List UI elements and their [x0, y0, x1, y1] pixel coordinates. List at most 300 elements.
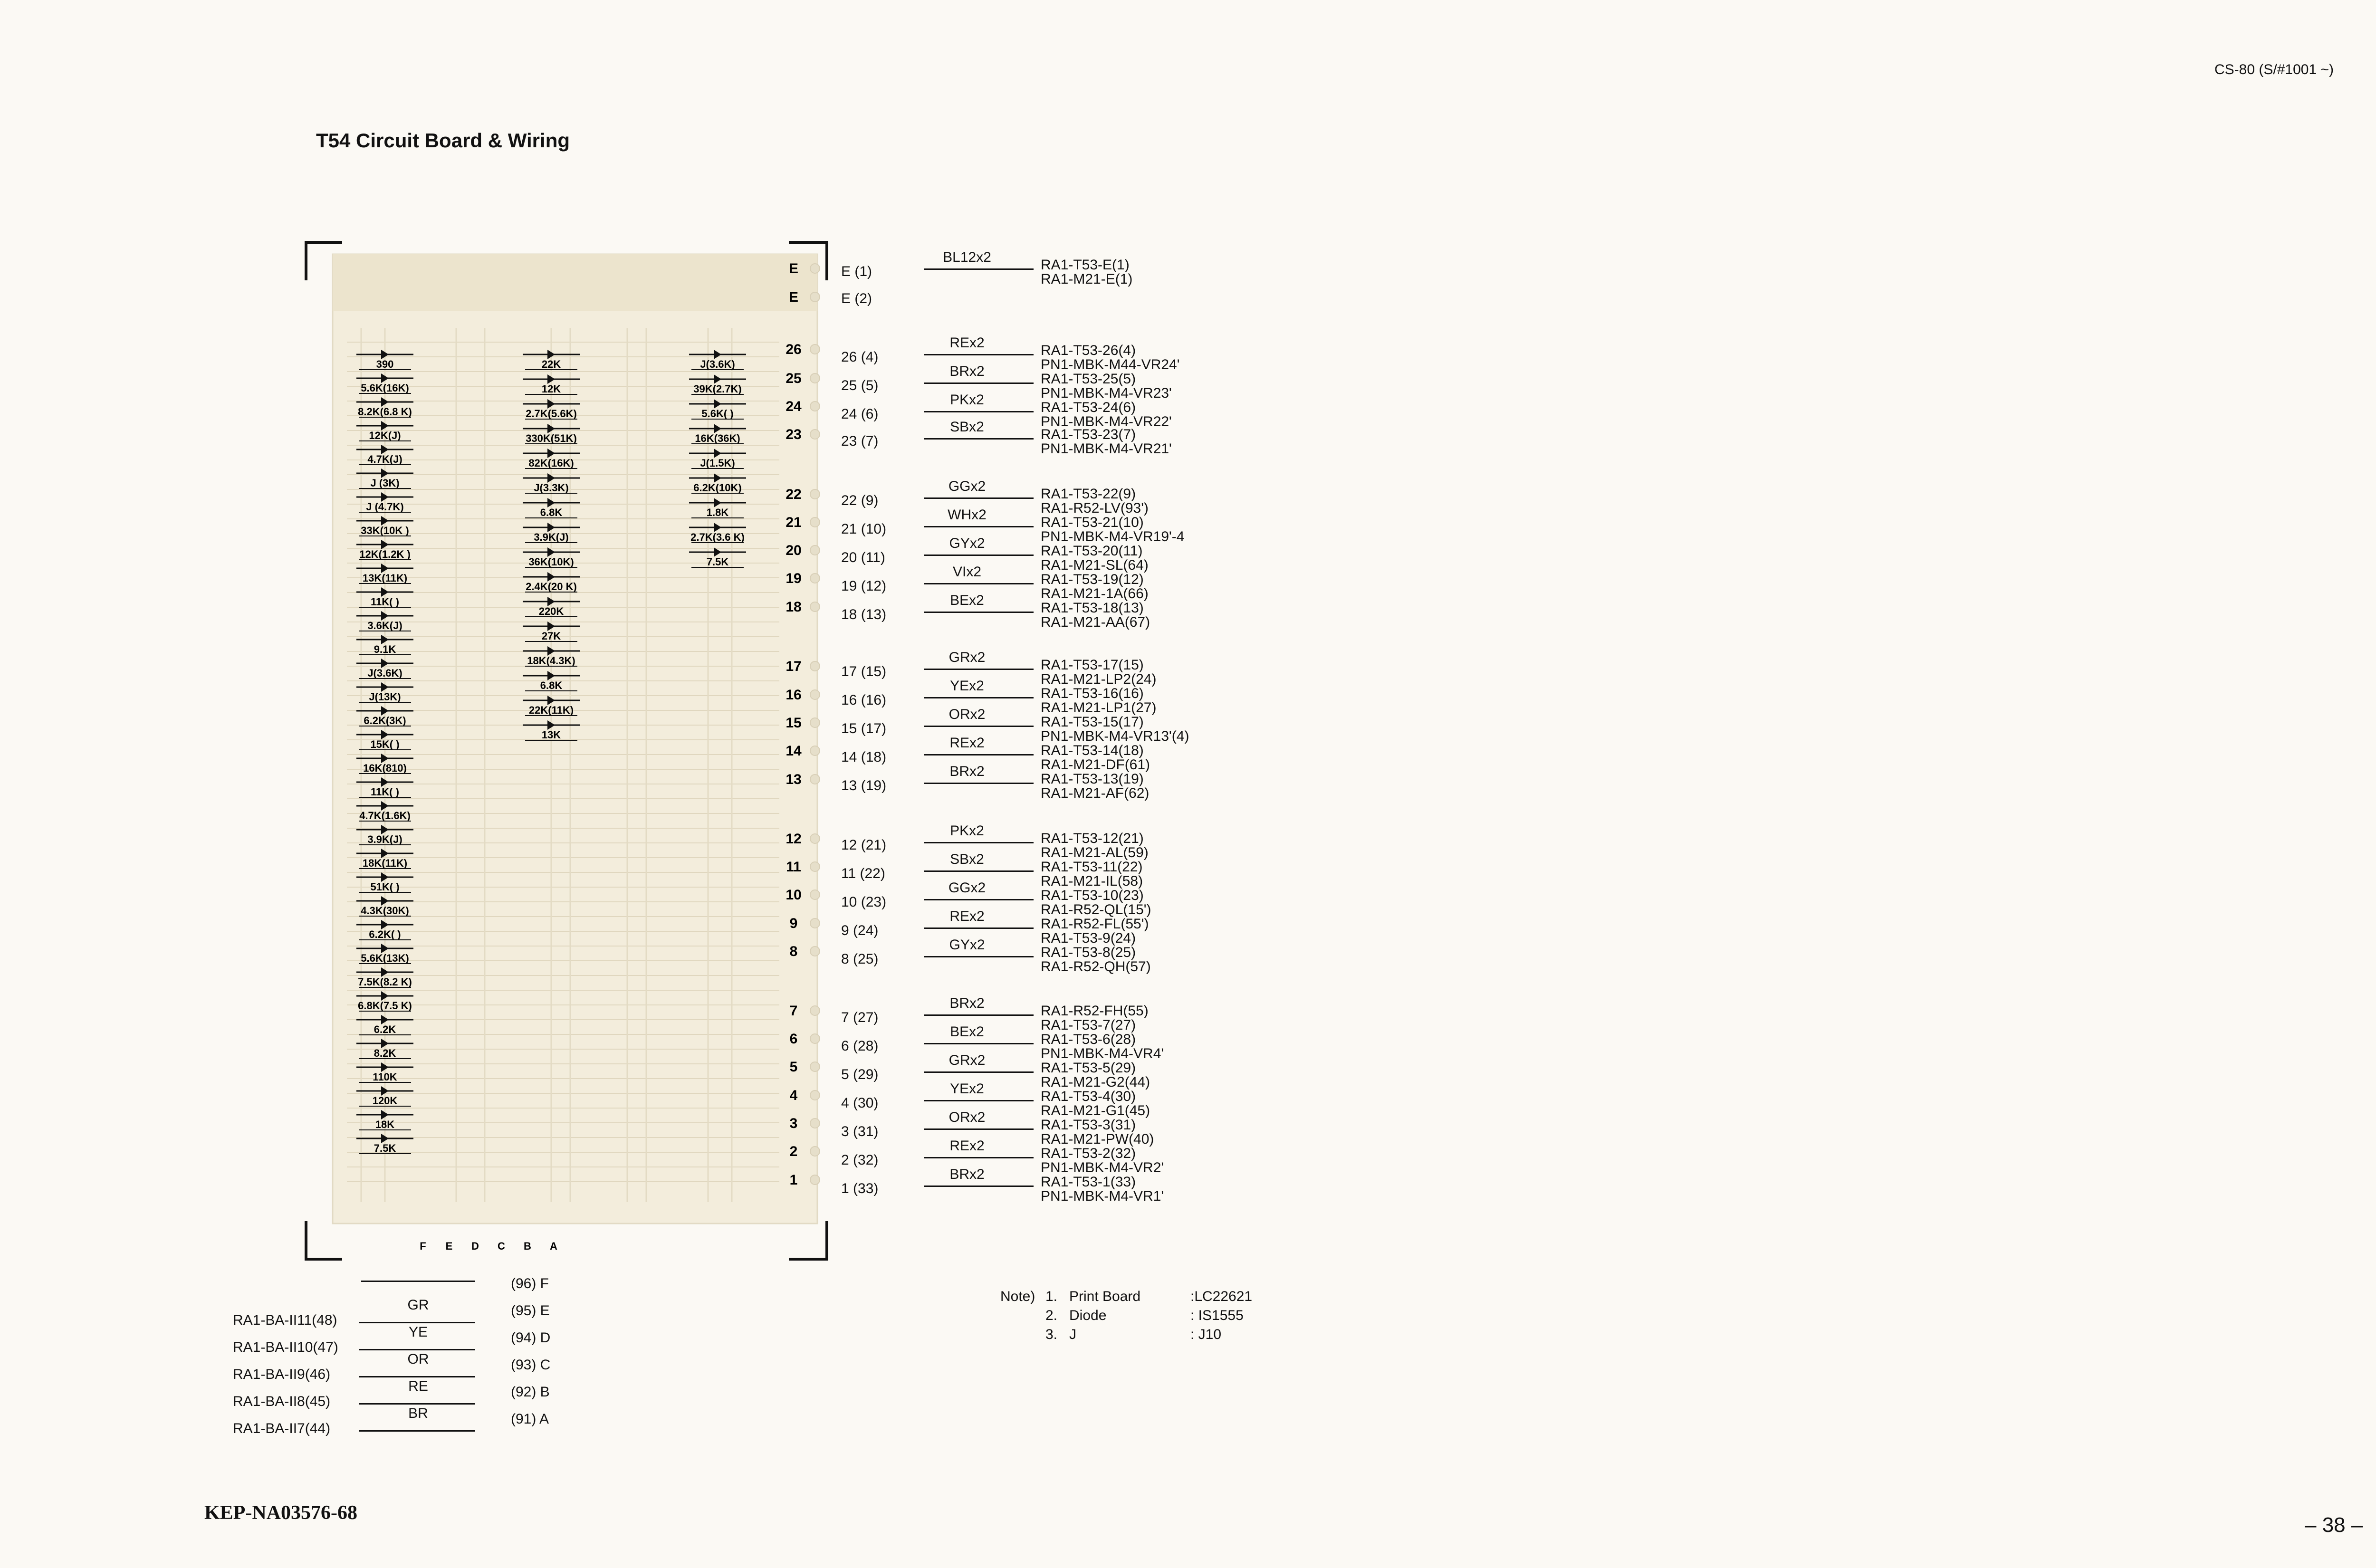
- wire-line: [924, 526, 1034, 527]
- destination-text: PN1-MBK-M44-VR24': [1041, 357, 1180, 373]
- destination-text: RA1-T53-16(16): [1041, 686, 1144, 701]
- wire-line: [359, 1349, 475, 1350]
- wire-color-label: GRx2: [948, 650, 986, 665]
- svg-text:82K(16K): 82K(16K): [528, 457, 574, 469]
- bottom-pad-label: C: [498, 1240, 505, 1252]
- wire-color-label: SBx2: [950, 851, 984, 867]
- svg-text:3.6K(J): 3.6K(J): [367, 620, 402, 631]
- svg-text:J(13K): J(13K): [369, 691, 401, 703]
- wire-destination: [1041, 889, 1151, 917]
- wire-line: [924, 754, 1034, 755]
- wire-color-label: BR: [408, 1405, 428, 1421]
- edge-pin: [810, 489, 820, 499]
- wire-color-label: REx2: [949, 1138, 985, 1154]
- edge-pin-label: 20: [786, 543, 802, 558]
- model-header: CS-80 (S/#1001 ~): [2214, 62, 2334, 77]
- terminal-label: (93) C: [511, 1357, 551, 1373]
- destination-text: PN1-MBK-M4-VR22': [1041, 414, 1172, 430]
- terminal-label: 25 (5): [841, 378, 879, 393]
- wire-color-label: VIx2: [952, 564, 982, 580]
- edge-pin-label: 14: [786, 743, 802, 759]
- wire-color-label: BRx2: [949, 1166, 985, 1182]
- svg-text:16K(810): 16K(810): [363, 762, 407, 774]
- note-name: Diode: [1069, 1308, 1107, 1323]
- destination-text: RA1-M21-LP1(27): [1041, 700, 1157, 716]
- destination-text: RA1-T53-13(19): [1041, 771, 1144, 787]
- destination-text: RA1-T53-10(23): [1041, 888, 1144, 903]
- terminal-label: (91) A: [511, 1411, 549, 1427]
- svg-text:18K: 18K: [375, 1119, 395, 1130]
- source-label: RA1-BA-II10(47): [233, 1339, 338, 1355]
- destination-text: PN1-MBK-M4-VR4': [1041, 1046, 1164, 1061]
- wire-destination: [1041, 1033, 1164, 1061]
- terminal-label: 11 (22): [841, 866, 885, 881]
- wire-color-label: GYx2: [949, 535, 985, 551]
- wire-destination: [1041, 573, 1149, 601]
- edge-pin: [810, 834, 820, 843]
- svg-text:7.5K: 7.5K: [706, 556, 729, 568]
- source-label: RA1-BA-II7(44): [233, 1421, 331, 1436]
- terminal-label: 10 (23): [841, 894, 887, 910]
- note-name: J: [1069, 1327, 1076, 1342]
- svg-text:36K(10K): 36K(10K): [528, 556, 574, 568]
- terminal-label: (96) F: [511, 1276, 549, 1291]
- svg-text:6.2K( ): 6.2K( ): [369, 928, 401, 940]
- svg-text:110K: 110K: [373, 1071, 397, 1083]
- wire-color-label: YEx2: [950, 1081, 984, 1097]
- edge-pin: [810, 292, 820, 302]
- destination-text: PN1-MBK-M4-VR1': [1041, 1188, 1164, 1204]
- wire-destination: [1041, 1175, 1164, 1204]
- destination-text: RA1-T53-20(11): [1041, 543, 1143, 559]
- svg-text:13K(11K): 13K(11K): [362, 572, 408, 584]
- note-value: :LC22621: [1190, 1289, 1253, 1304]
- edge-pin-label: 3: [789, 1116, 798, 1131]
- edge-pin-label: 2: [789, 1144, 798, 1159]
- svg-text:6.8K(7.5 K): 6.8K(7.5 K): [358, 1000, 412, 1012]
- wire-destination: [1041, 1118, 1154, 1147]
- svg-text:390: 390: [376, 358, 394, 370]
- wire-color-label: BRx2: [949, 764, 985, 779]
- wire-line: [924, 842, 1034, 843]
- edge-pin: [810, 947, 820, 956]
- svg-text:18K(11K): 18K(11K): [362, 857, 408, 869]
- wire-line: [359, 1430, 475, 1432]
- svg-text:6.8K: 6.8K: [540, 679, 563, 691]
- svg-text:4.7K(1.6K): 4.7K(1.6K): [359, 810, 411, 822]
- terminal-label: 19 (12): [841, 578, 887, 594]
- terminal-label: 15 (17): [841, 721, 887, 736]
- wire-line: [924, 697, 1034, 698]
- wire-line: [924, 555, 1034, 556]
- wire-destination: [1041, 1004, 1149, 1033]
- destination-text: RA1-T53-5(29): [1041, 1060, 1136, 1076]
- wire-color-label: BEx2: [950, 1024, 984, 1040]
- source-label: RA1-BA-II9(46): [233, 1367, 331, 1382]
- destination-text: RA1-T53-6(28): [1041, 1032, 1136, 1047]
- destination-text: RA1-T53-4(30): [1041, 1089, 1136, 1104]
- edge-pin: [810, 430, 820, 439]
- svg-text:120K: 120K: [372, 1095, 398, 1107]
- svg-text:13K: 13K: [541, 729, 561, 741]
- terminal-label: E (1): [841, 264, 872, 279]
- destination-text: RA1-T53-12(21): [1041, 831, 1144, 846]
- edge-pin-label: 18: [786, 599, 802, 615]
- edge-pin: [810, 602, 820, 612]
- wire-line: [924, 870, 1034, 872]
- svg-text:22K: 22K: [541, 358, 561, 370]
- destination-text: RA1-T53-18(13): [1041, 600, 1144, 616]
- terminal-label: 2 (32): [841, 1152, 879, 1168]
- terminal-label: 14 (18): [841, 749, 887, 765]
- destination-text: RA1-R52-FH(55): [1041, 1003, 1149, 1019]
- svg-text:5.6K( ): 5.6K( ): [701, 408, 734, 420]
- wire-color-label: GGx2: [948, 880, 986, 896]
- edge-pin: [810, 517, 820, 527]
- note-number: 3.: [1045, 1327, 1058, 1342]
- edge-pin-label: 19: [786, 571, 802, 586]
- terminal-label: 4 (30): [841, 1095, 879, 1111]
- terminal-label: 17 (15): [841, 664, 887, 679]
- wire-line: [924, 1014, 1034, 1016]
- svg-text:J (4.7K): J (4.7K): [366, 501, 404, 513]
- wire-line: [924, 1043, 1034, 1044]
- destination-text: PN1-MBK-M4-VR21': [1041, 441, 1172, 457]
- destination-text: PN1-MBK-M4-VR2': [1041, 1160, 1164, 1176]
- destination-text: RA1-R52-LV(93'): [1041, 500, 1149, 516]
- terminal-label: 18 (13): [841, 607, 887, 622]
- svg-text:12K(1.2K ): 12K(1.2K ): [359, 548, 411, 560]
- terminal-label: 8 (25): [841, 951, 879, 967]
- edge-pin: [810, 545, 820, 555]
- edge-pin: [810, 373, 820, 383]
- wire-destination: [1041, 428, 1172, 456]
- wire-line: [924, 726, 1034, 727]
- wire-line: [924, 1100, 1034, 1101]
- destination-text: RA1-T53-E(1): [1041, 257, 1130, 273]
- bottom-pad-label: F: [420, 1240, 426, 1252]
- edge-pin-label: 10: [786, 887, 802, 903]
- svg-text:11K( ): 11K( ): [371, 596, 399, 608]
- edge-pin-label: E: [788, 289, 799, 305]
- svg-text:J(3.6K): J(3.6K): [700, 358, 735, 370]
- svg-text:5.6K(16K): 5.6K(16K): [361, 382, 409, 394]
- wire-line: [924, 956, 1034, 957]
- edge-pin-label: 6: [789, 1031, 798, 1047]
- svg-text:330K(51K): 330K(51K): [526, 432, 577, 444]
- svg-text:8.2K: 8.2K: [374, 1047, 396, 1059]
- svg-text:4.3K(30K): 4.3K(30K): [361, 905, 409, 917]
- edge-pin: [810, 1147, 820, 1156]
- svg-text:4.7K(J): 4.7K(J): [367, 453, 402, 465]
- terminal-label: E (2): [841, 291, 872, 306]
- note-value: : J10: [1190, 1327, 1222, 1342]
- destination-text: RA1-T53-1(33): [1041, 1174, 1136, 1190]
- svg-text:J(1.5K): J(1.5K): [700, 457, 735, 469]
- edge-pin: [810, 918, 820, 928]
- wire-destination: [1041, 544, 1149, 573]
- destination-text: RA1-M21-G1(45): [1041, 1103, 1150, 1119]
- bottom-pad-label: A: [550, 1240, 557, 1252]
- wire-color-label: GRx2: [948, 1052, 986, 1068]
- svg-text:51K( ): 51K( ): [370, 881, 400, 893]
- svg-text:6.8K: 6.8K: [540, 507, 563, 518]
- edge-pin: [810, 1090, 820, 1100]
- note-value: : IS1555: [1190, 1308, 1244, 1323]
- circuit-board: [304, 233, 846, 1269]
- edge-pin-label: 23: [786, 427, 802, 442]
- wire-line: [924, 1186, 1034, 1187]
- terminal-label: 22 (9): [841, 493, 879, 508]
- wire-destination: [1041, 401, 1172, 429]
- edge-pin-label: 22: [786, 487, 802, 502]
- destination-text: RA1-T53-21(10): [1041, 515, 1144, 530]
- edge-pin: [810, 1006, 820, 1015]
- wire-line: [924, 354, 1034, 355]
- source-label: RA1-BA-II8(45): [233, 1394, 331, 1409]
- destination-text: RA1-M21-G2(44): [1041, 1074, 1150, 1090]
- edge-pin-label: 11: [786, 859, 801, 875]
- destination-text: RA1-M21-PW(40): [1041, 1131, 1154, 1147]
- wire-color-label: PKx2: [950, 392, 984, 408]
- destination-text: PN1-MBK-M4-VR19'-4: [1041, 529, 1185, 545]
- wire-destination: [1041, 832, 1149, 860]
- svg-text:J (3K): J (3K): [370, 477, 400, 489]
- wire-line: [924, 411, 1034, 412]
- wire-destination: [1041, 658, 1156, 687]
- wire-destination: [1041, 1147, 1164, 1175]
- edge-pin-label: 4: [789, 1088, 798, 1103]
- wire-color-label: YEx2: [950, 678, 984, 694]
- wire-color-label: REx2: [949, 735, 985, 751]
- edge-pin: [810, 1175, 820, 1185]
- destination-text: RA1-T53-3(31): [1041, 1117, 1136, 1133]
- wire-destination: [1041, 687, 1156, 715]
- destination-text: RA1-M21-SL(64): [1041, 557, 1149, 573]
- edge-pin-label: E: [788, 261, 799, 277]
- svg-text:7.5K(8.2 K): 7.5K(8.2 K): [358, 976, 412, 988]
- terminal-label: 9 (24): [841, 923, 879, 938]
- wire-destination: [1041, 516, 1184, 544]
- terminal-label: 5 (29): [841, 1067, 879, 1082]
- svg-text:12K: 12K: [541, 383, 561, 395]
- edge-pin-label: 16: [786, 687, 802, 703]
- wire-color-label: GGx2: [948, 478, 986, 494]
- terminal-label: 16 (16): [841, 692, 887, 708]
- wire-color-label: BRx2: [949, 363, 985, 379]
- edge-pin-label: 25: [786, 371, 802, 386]
- wire-line: [924, 382, 1034, 384]
- svg-text:18K(4.3K): 18K(4.3K): [527, 655, 575, 667]
- doc-id: KEP-NA03576-68: [204, 1502, 357, 1524]
- destination-text: RA1-T53-24(6): [1041, 400, 1136, 415]
- edge-pin: [810, 402, 820, 411]
- destination-text: RA1-T53-11(22): [1041, 859, 1143, 875]
- destination-text: RA1-T53-19(12): [1041, 572, 1144, 587]
- wire-line: [924, 497, 1034, 499]
- svg-text:6.2K: 6.2K: [374, 1023, 396, 1035]
- terminal-label: 24 (6): [841, 406, 879, 422]
- wire-line: [924, 1128, 1034, 1130]
- edge-pin: [810, 746, 820, 755]
- destination-text: RA1-M21-LP2(24): [1041, 671, 1157, 687]
- bottom-pad-label: E: [445, 1240, 453, 1252]
- edge-pin: [810, 862, 820, 871]
- svg-text:2.7K(3.6 K): 2.7K(3.6 K): [690, 531, 745, 543]
- edge-pin: [810, 574, 820, 583]
- svg-text:8.2K(6.8 K): 8.2K(6.8 K): [358, 406, 412, 418]
- destination-text: RA1-M21-1A(66): [1041, 586, 1149, 602]
- edge-pin-label: 7: [789, 1003, 798, 1019]
- wire-color-label: RE: [408, 1378, 428, 1394]
- destination-text: RA1-T53-15(17): [1041, 714, 1144, 730]
- terminal-label: 6 (28): [841, 1038, 879, 1054]
- destination-text: RA1-T53-14(18): [1041, 743, 1144, 758]
- svg-text:1.8K: 1.8K: [706, 507, 729, 518]
- destination-text: RA1-T53-26(4): [1041, 343, 1136, 358]
- wire-line: [924, 1157, 1034, 1158]
- terminal-label: 7 (27): [841, 1010, 879, 1025]
- destination-text: RA1-T53-7(27): [1041, 1017, 1136, 1033]
- wire-color-label: SBx2: [950, 419, 984, 435]
- edge-pin-label: 1: [789, 1172, 798, 1188]
- edge-pin-label: 5: [789, 1059, 798, 1075]
- destination-text: RA1-M21-AF(62): [1041, 785, 1150, 801]
- svg-text:27K: 27K: [541, 630, 561, 642]
- wire-color-label: ORx2: [948, 1109, 986, 1125]
- wire-color-label: WHx2: [948, 507, 987, 523]
- wire-destination: [1041, 860, 1143, 889]
- edge-pin-label: 17: [786, 659, 802, 674]
- svg-text:22K(11K): 22K(11K): [528, 704, 574, 716]
- svg-text:3.9K(J): 3.9K(J): [367, 833, 402, 845]
- wire-destination: [1041, 344, 1179, 372]
- destination-text: RA1-M21-DF(61): [1041, 757, 1150, 773]
- edge-pin: [810, 690, 820, 699]
- terminal-label: 12 (21): [841, 837, 887, 853]
- wire-line: [924, 1071, 1034, 1073]
- svg-text:2.7K(5.6K): 2.7K(5.6K): [526, 408, 577, 420]
- edge-pin: [810, 1119, 820, 1128]
- terminal-label: 1 (33): [841, 1181, 879, 1196]
- wire-color-label: OR: [407, 1351, 429, 1367]
- wire-color-label: REx2: [949, 335, 985, 351]
- destination-text: RA1-R52-FL(55'): [1041, 916, 1149, 932]
- wire-destination: [1041, 372, 1172, 401]
- svg-text:39K(2.7K): 39K(2.7K): [693, 383, 742, 395]
- terminal-label: (95) E: [511, 1303, 550, 1319]
- svg-text:7.5K: 7.5K: [374, 1142, 396, 1154]
- destination-text: RA1-T53-17(15): [1041, 657, 1144, 673]
- wire-line: [924, 268, 1034, 270]
- edge-pin: [810, 774, 820, 784]
- page-title: T54 Circuit Board & Wiring: [316, 129, 570, 152]
- destination-text: RA1-M21-IL(58): [1041, 873, 1143, 889]
- note-number: 2.: [1045, 1308, 1058, 1323]
- wire-color-label: PKx2: [950, 823, 984, 839]
- wire-color-label: YE: [408, 1324, 428, 1340]
- svg-text:J(3.3K): J(3.3K): [534, 482, 569, 494]
- destination-text: RA1-R52-QH(57): [1041, 959, 1151, 975]
- svg-text:2.4K(20 K): 2.4K(20 K): [526, 581, 577, 593]
- edge-pin-label: 13: [786, 772, 802, 787]
- wire-line: [924, 899, 1034, 900]
- terminal-label: (92) B: [511, 1384, 550, 1400]
- wire-line: [924, 438, 1034, 440]
- edge-pin-label: 15: [786, 715, 802, 731]
- wire-line: [924, 783, 1034, 784]
- edge-pin-label: 9: [789, 916, 798, 931]
- svg-text:3.9K(J): 3.9K(J): [534, 531, 569, 543]
- edge-pin-label: 21: [786, 515, 802, 530]
- wire-destination: [1041, 744, 1150, 772]
- note-number: 1.: [1045, 1289, 1058, 1304]
- svg-text:9.1K: 9.1K: [374, 643, 396, 655]
- wire-color-label: GR: [407, 1297, 429, 1313]
- destination-text: RA1-T53-2(32): [1041, 1146, 1136, 1161]
- destination-text: RA1-T53-8(25): [1041, 945, 1136, 960]
- wire-destination: [1041, 1090, 1150, 1118]
- destination-text: RA1-R52-QL(15'): [1041, 902, 1151, 918]
- wire-destination: [1041, 917, 1149, 946]
- svg-text:11K( ): 11K( ): [371, 786, 399, 798]
- svg-text:16K(36K): 16K(36K): [695, 432, 740, 444]
- edge-pin: [810, 718, 820, 727]
- destination-text: PN1-MBK-M4-VR23': [1041, 385, 1172, 401]
- wire-destination: [1041, 487, 1149, 516]
- wire-color-label: REx2: [949, 908, 985, 924]
- destination-text: RA1-T53-9(24): [1041, 930, 1136, 946]
- wire-color-label: GYx2: [949, 937, 985, 953]
- svg-text:220K: 220K: [538, 605, 564, 617]
- destination-text: RA1-T53-22(9): [1041, 486, 1136, 502]
- svg-text:33K(10K ): 33K(10K ): [361, 525, 409, 536]
- edge-pin: [810, 1034, 820, 1043]
- wire-destination: [1041, 601, 1150, 630]
- note-name: Print Board: [1069, 1289, 1141, 1304]
- edge-pin-label: 26: [786, 342, 802, 357]
- page-number: – 38 –: [2305, 1513, 2363, 1537]
- wire-destination: [1041, 1061, 1150, 1090]
- svg-text:12K(J): 12K(J): [369, 430, 401, 441]
- wire-line: [924, 669, 1034, 670]
- svg-text:15K( ): 15K( ): [370, 738, 400, 750]
- wire-destination: [1041, 772, 1149, 801]
- wire-color-label: BL12x2: [943, 249, 991, 265]
- wire-destination: [1041, 715, 1189, 744]
- edge-pin-label: 12: [786, 831, 802, 847]
- destination-text: RA1-M21-E(1): [1041, 271, 1133, 287]
- wire-color-label: ORx2: [948, 707, 986, 722]
- destination-text: RA1-M21-AA(67): [1041, 614, 1150, 630]
- edge-pin: [810, 344, 820, 354]
- edge-pin: [810, 264, 820, 273]
- wire-line: [924, 927, 1034, 929]
- edge-pin: [810, 661, 820, 671]
- terminal-label: 20 (11): [841, 550, 885, 565]
- wire-color-label: BEx2: [950, 593, 984, 608]
- source-label: RA1-BA-II11(48): [233, 1312, 337, 1328]
- svg-text:5.6K(13K): 5.6K(13K): [361, 952, 409, 964]
- edge-pin: [810, 890, 820, 899]
- terminal-label: (94) D: [511, 1330, 551, 1346]
- svg-text:J(3.6K): J(3.6K): [367, 667, 402, 679]
- destination-text: PN1-MBK-M4-VR13'(4): [1041, 728, 1189, 744]
- notes-heading: Note): [1000, 1289, 1035, 1304]
- wire-line: [359, 1376, 475, 1377]
- wire-line: [361, 1281, 475, 1282]
- terminal-label: 23 (7): [841, 433, 879, 449]
